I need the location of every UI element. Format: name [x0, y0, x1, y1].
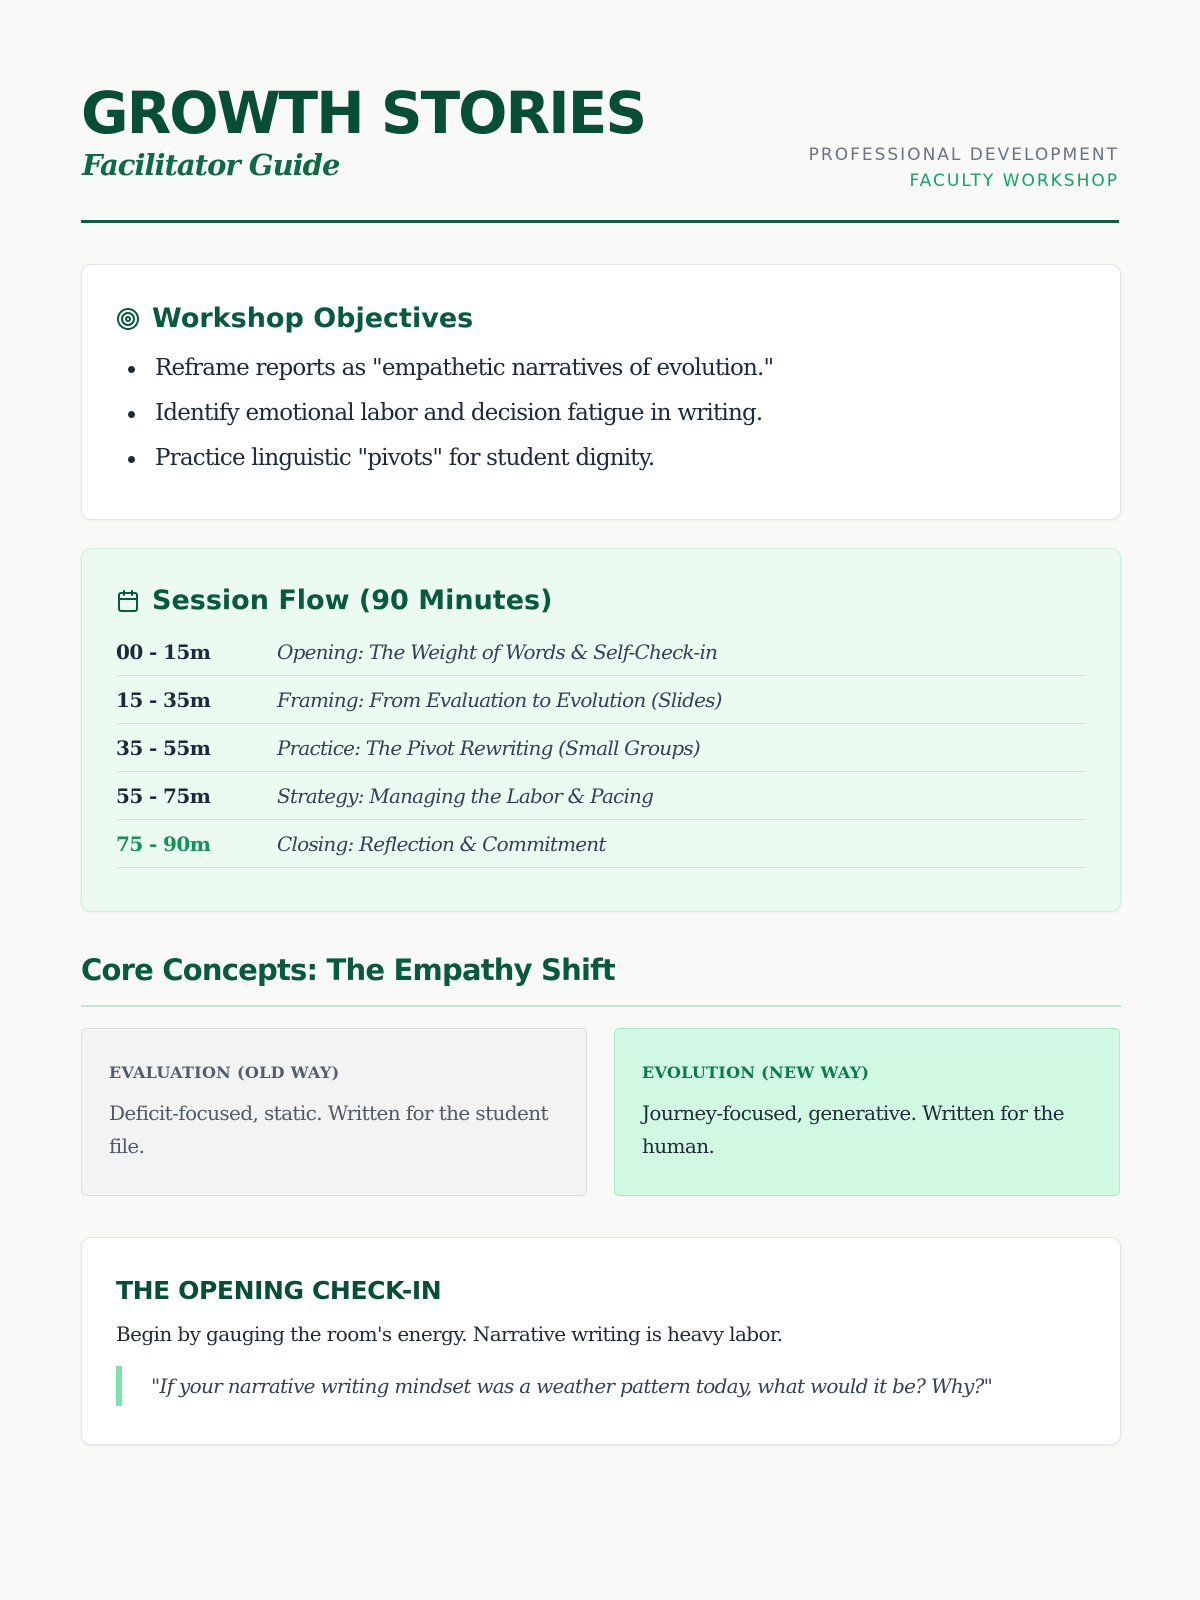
flow-time: 55 - 75m	[116, 783, 211, 808]
objectives-list	[116, 346, 1086, 481]
flow-row	[116, 676, 1086, 724]
page-subtitle: Facilitator Guide	[82, 148, 340, 182]
concept-label: EVALUATION (OLD WAY)	[109, 1063, 340, 1082]
objective-item: Reframe reports as "empathetic narratives of evolution."	[128, 346, 1086, 391]
page-header	[81, 0, 1119, 223]
flow-row	[116, 724, 1086, 772]
check-in-heading: THE OPENING CHECK-IN	[116, 1276, 442, 1305]
session-flow-list	[116, 628, 1086, 868]
concept-text: Deficit-focused, static. Written for the student file.	[109, 1101, 548, 1158]
objective-item: Identify emotional labor and decision fatigue in writing.	[128, 391, 1086, 436]
flow-time: 75 - 90m	[116, 831, 211, 856]
concept-label: EVOLUTION (NEW WAY)	[642, 1063, 870, 1082]
flow-time: 15 - 35m	[116, 687, 211, 712]
flow-description: Framing: From Evaluation to Evolution (Slides)	[277, 687, 722, 712]
session-flow-card	[81, 548, 1121, 912]
objective-item: Practice linguistic "pivots" for student dignity.	[128, 436, 1086, 481]
concept-text: Journey-focused, generative. Written for the human.	[642, 1101, 1065, 1158]
target-icon	[116, 307, 140, 331]
flow-description: Practice: The Pivot Rewriting (Small Groups)	[277, 735, 700, 760]
concept-card-new-way	[614, 1028, 1120, 1196]
tag-professional-development: PROFESSIONAL DEVELOPMENT	[808, 145, 1119, 165]
calendar-icon	[116, 589, 140, 613]
check-in-text: Begin by gauging the room's energy. Narrative writing is heavy labor.	[116, 1322, 783, 1346]
session-flow-header	[116, 585, 1086, 616]
tag-faculty-workshop: FACULTY WORKSHOP	[909, 171, 1119, 191]
flow-time: 35 - 55m	[116, 735, 211, 760]
core-concepts-heading: Core Concepts: The Empathy Shift	[81, 953, 1121, 1007]
flow-description: Closing: Reflection & Commitment	[277, 831, 606, 856]
page-title: GROWTH STORIES	[81, 79, 646, 147]
check-in-quote: "If your narrative writing mindset was a weather pattern today, what would it be? Why?"	[116, 1366, 1086, 1406]
flow-row	[116, 628, 1086, 676]
flow-time: 00 - 15m	[116, 639, 211, 664]
flow-description: Opening: The Weight of Words & Self-Check-in	[277, 639, 718, 664]
objectives-header	[116, 303, 1086, 334]
flow-row	[116, 772, 1086, 820]
objectives-heading: Workshop Objectives	[152, 303, 474, 334]
flow-description: Strategy: Managing the Labor & Pacing	[277, 783, 654, 808]
header-tags	[809, 142, 1119, 194]
opening-check-in-card	[81, 1237, 1121, 1445]
objectives-card	[81, 264, 1121, 520]
concept-card-old-way	[81, 1028, 587, 1196]
session-flow-heading: Session Flow (90 Minutes)	[152, 585, 553, 616]
flow-row	[116, 820, 1086, 868]
